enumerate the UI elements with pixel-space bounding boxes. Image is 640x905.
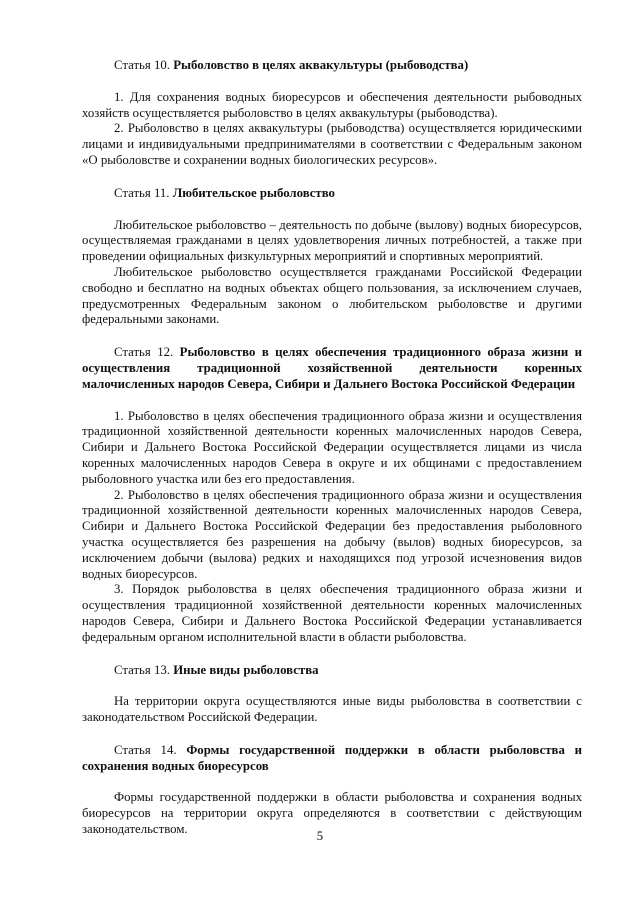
article-paragraph: Формы государственной поддержки в области рыболовства и сохранения водных биоресурсов на территории округа определяются в соответствии с действующим законодательством. <box>82 790 582 837</box>
article-11-heading <box>82 186 582 202</box>
article-title: Иные виды рыболовства <box>173 662 319 677</box>
article-label: Статья 12. <box>114 345 174 360</box>
article-paragraph: Любительское рыболовство осуществляется гражданами Российской Федерации свободно и бесплатно на водных объектах общего пользования, за исключением случаев, предусмотренных Федеральным законом о любительском рыболовстве и другими федеральными законами. <box>82 264 582 327</box>
article-label: Статья 10. <box>114 58 170 72</box>
article-paragraph: Любительское рыболовство – деятельность по добыче (вылову) водных биоресурсов, осуществляемая гражданами в целях удовлетворения личных потребностей, а также при проведении официальных физкультурных мероприятий и спортивных мероприятий. <box>82 217 582 264</box>
article-title: Любительское рыболовство <box>172 185 335 200</box>
article-13-heading <box>82 663 582 679</box>
article-14-heading <box>82 743 582 775</box>
article-paragraph: 3. Порядок рыболовства в целях обеспечения традиционного образа жизни и осуществления традиционной хозяйственной деятельности коренных малочисленных народов Севера, Сибири и Дальнего Востока Российской Федерации устанавливается федеральным органом исполнительной власти в области рыболовства. <box>82 582 582 644</box>
article-title: Формы государственной поддержки в области рыболовства и сохранения водных биоресурсов <box>82 742 582 773</box>
article-label: Статья 14. <box>114 742 177 757</box>
article-title: Рыболовство в целях аквакультуры (рыбоводства) <box>173 58 469 72</box>
article-paragraph: 1. Рыболовство в целях обеспечения традиционного образа жизни и осуществления традиционной хозяйственной деятельности коренных малочисленных народов Севера, Сибири и Дальнего Востока Российской Федерации осуществляется лицами из числа коренных малочисленных народов Севера в округе и их общинами с предоставлением рыболовного участка или без его предоставления. <box>82 408 582 486</box>
article-paragraph: На территории округа осуществляются иные виды рыболовства в соответствии с законодательством Российской Федерации. <box>82 694 582 725</box>
article-label: Статья 11. <box>114 185 170 200</box>
article-12-heading <box>82 345 582 392</box>
article-paragraph: 1. Для сохранения водных биоресурсов и обеспечения деятельности рыбоводных хозяйств осуществляется рыболовство в целях аквакультуры (рыбоводства). <box>82 89 582 120</box>
article-paragraph: 2. Рыболовство в целях аквакультуры (рыбоводства) осуществляется юридическими лицами и индивидуальными предпринимателями в соответствии с Федеральным законом «О рыболовстве и сохранении водных биологических ресурсов». <box>82 121 582 167</box>
article-paragraph: 2. Рыболовство в целях обеспечения традиционного образа жизни и осуществления традиционной хозяйственной деятельности коренных малочисленных народов Севера, Сибири и Дальнего Востока Российской Федерации без предоставления рыболовного участка осуществляется без разрешения на добычу (вылов) водных биоресурсов, за исключением добычи (вылова) редких и находящихся под угрозой исчезновения видов водных биоресурсов. <box>82 487 582 581</box>
page-number: 5 <box>316 829 324 843</box>
article-label: Статья 13. <box>114 662 170 677</box>
article-10-heading <box>82 58 582 74</box>
article-title: Рыболовство в целях обеспечения традиционного образа жизни и осуществления традиционной хозяйственной деятельности коренных малочисленных народов Севера, Сибири и Дальнего Востока Российской Федерации <box>82 345 582 391</box>
